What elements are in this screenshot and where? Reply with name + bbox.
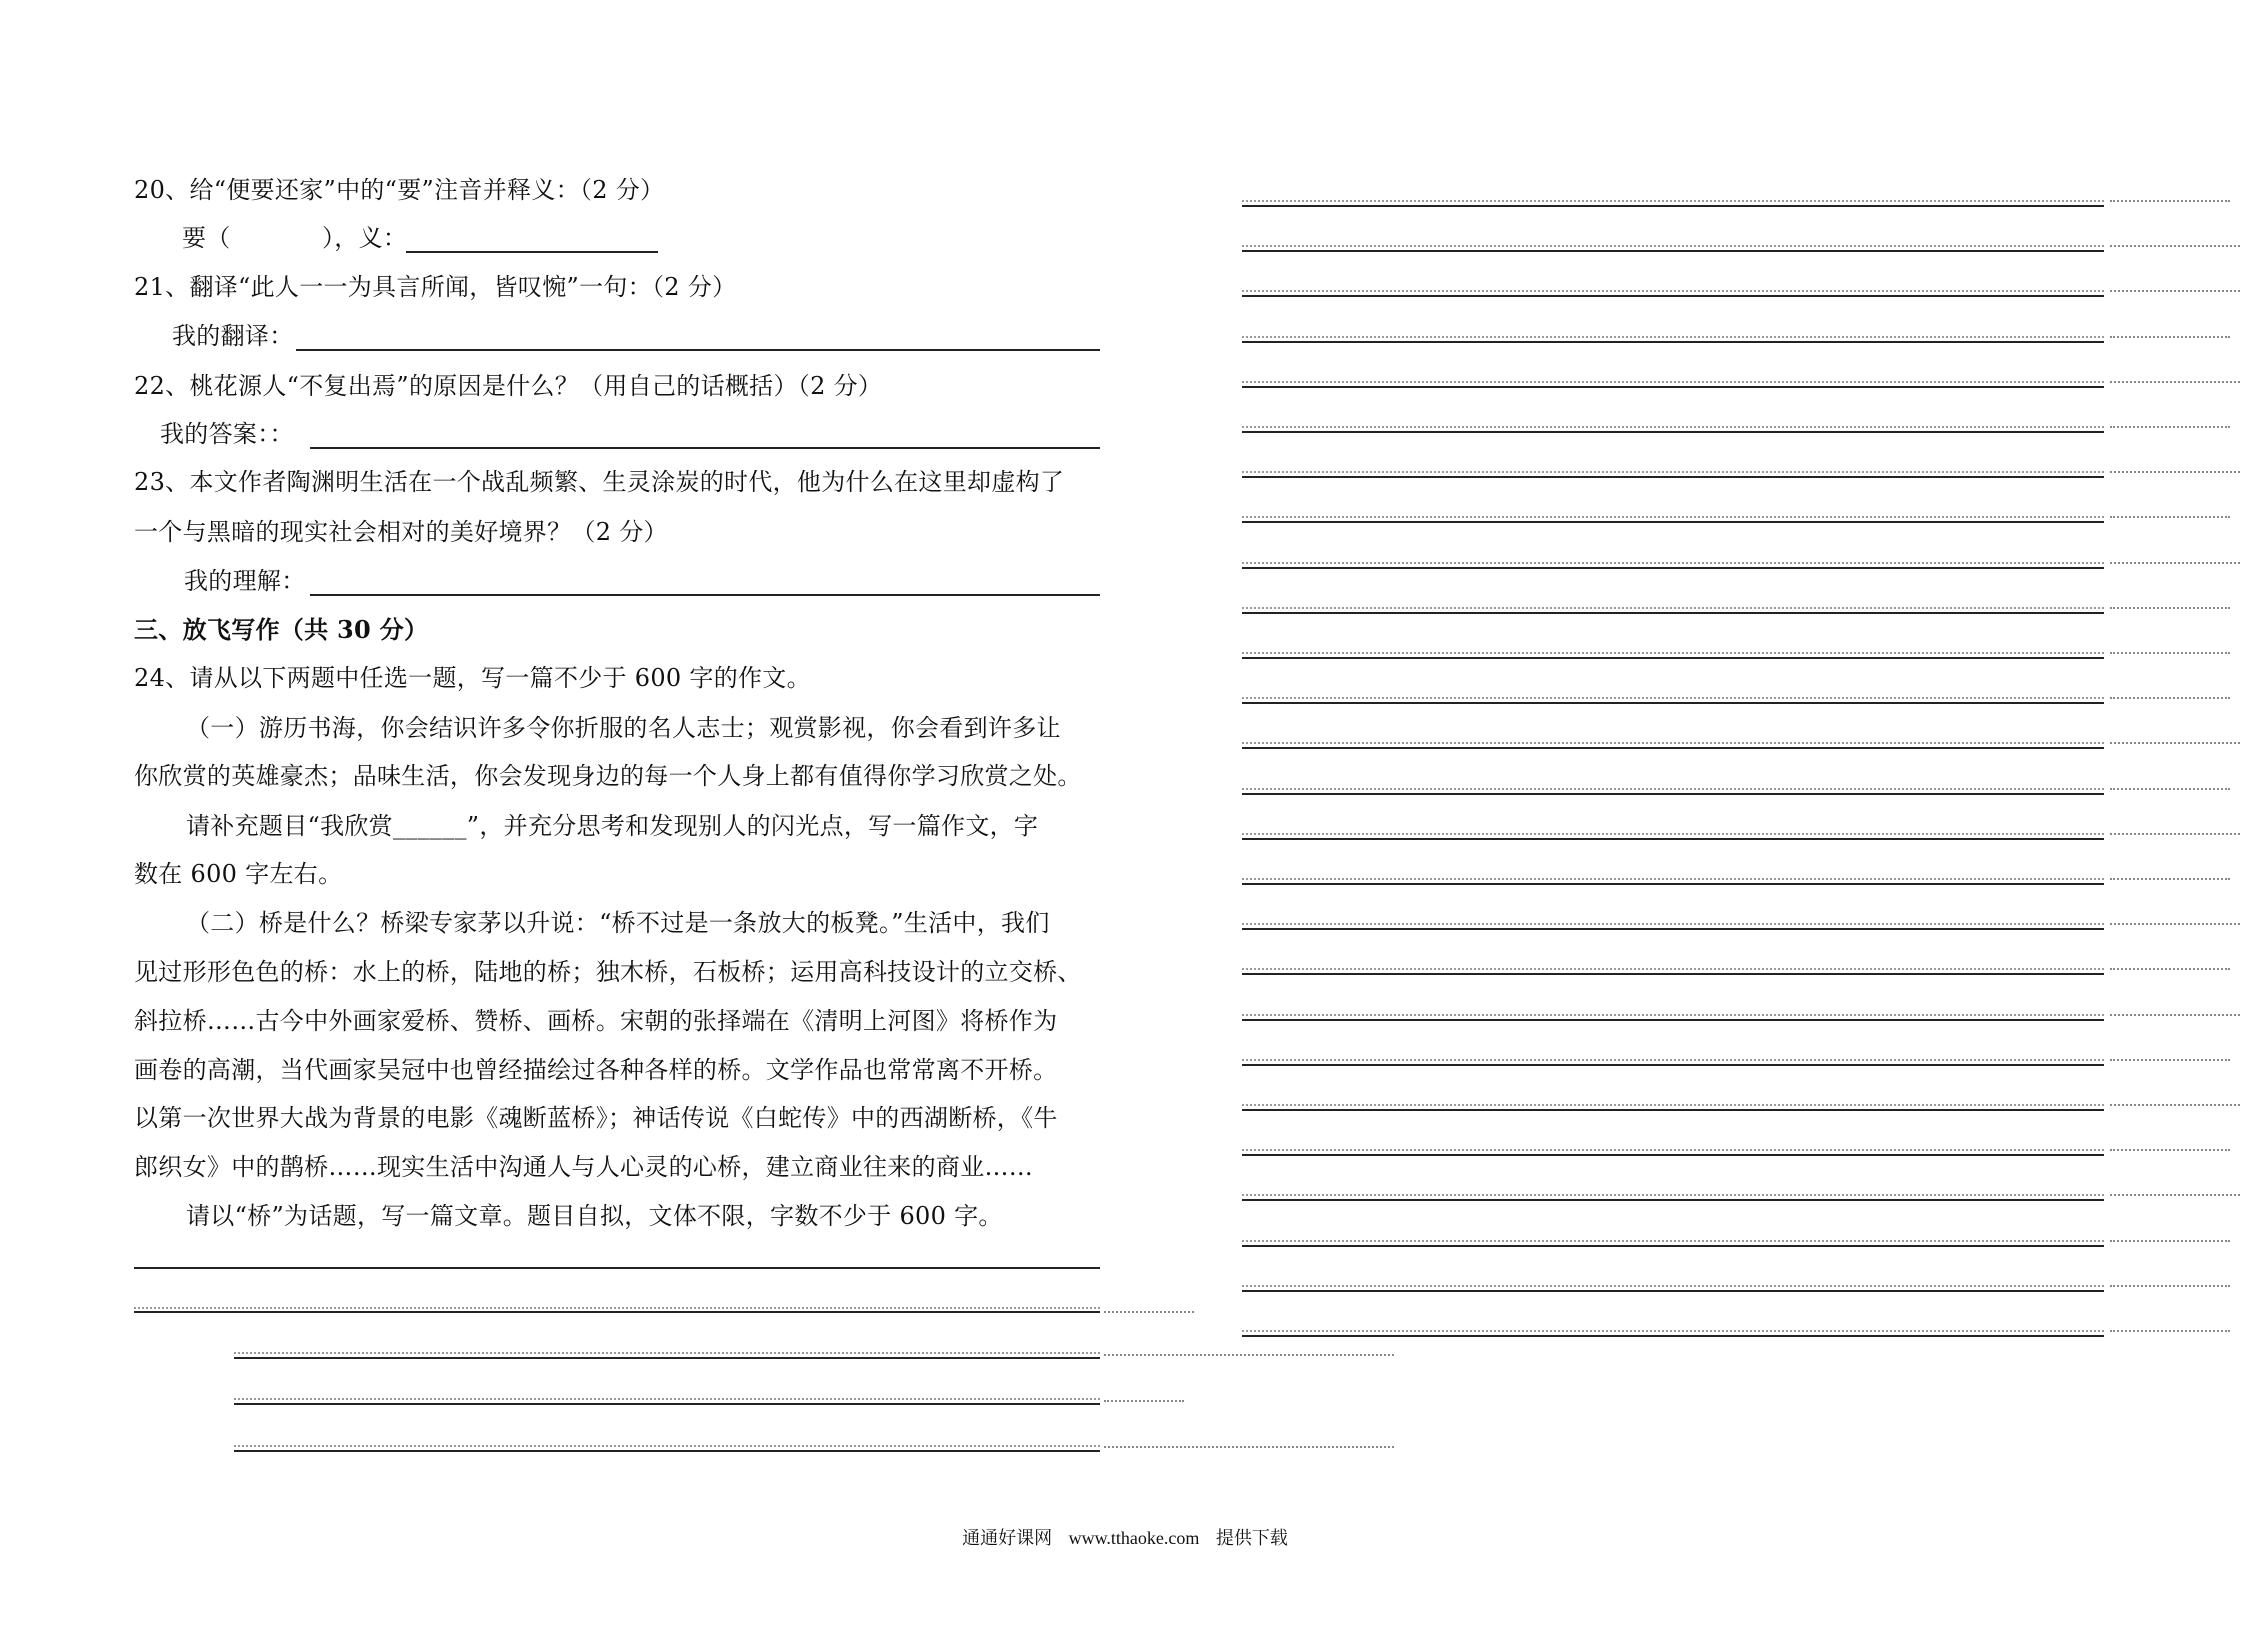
q24-option2-line7: 请以“桥”为话题，写一篇文章。题目自拟，文体不限，字数不少于 600 字。: [186, 1202, 1003, 1230]
dotted-tail: [2110, 1194, 2240, 1196]
essay-writing-line[interactable]: [1242, 1290, 2104, 1292]
dotted-tail: [2110, 697, 2230, 699]
dotted-tail: [2110, 607, 2230, 609]
dotted-guide: [134, 1307, 1100, 1309]
dotted-tail: [2110, 968, 2230, 970]
essay-writing-line[interactable]: [1242, 793, 2104, 795]
dotted-guide: [1242, 697, 2104, 699]
dotted-guide: [1242, 336, 2104, 338]
q24-option2-line5: 以第一次世界大战为背景的电影《魂断蓝桥》；神话传说《白蛇传》中的西湖断桥，《牛: [134, 1104, 1058, 1132]
footer-url: www.tthaoke.com: [1068, 1528, 1200, 1548]
q24-option2-line4: 画卷的高潮，当代画家吴冠中也曾经描绘过各种各样的桥。文学作品也常常离不开桥。: [134, 1056, 1058, 1084]
dotted-tail: [2110, 336, 2230, 338]
essay-writing-line[interactable]: [1242, 702, 2104, 704]
essay-writing-line[interactable]: [1242, 1199, 2104, 1201]
q24-title: 24、请从以下两题中任选一题，写一篇不少于 600 字的作文。: [134, 664, 811, 692]
essay-writing-line[interactable]: [1242, 973, 2104, 975]
dotted-guide: [1242, 290, 2104, 292]
essay-writing-line[interactable]: [1242, 1109, 2104, 1111]
dotted-tail: [2110, 245, 2240, 247]
q22-answer-label: 我的答案：：: [160, 420, 294, 448]
dotted-tail: [1104, 1311, 1194, 1313]
essay-writing-line[interactable]: [1242, 612, 2104, 614]
page-footer: [0, 1524, 2250, 1550]
q20-answer-line[interactable]: [406, 251, 658, 253]
dotted-guide: [1242, 381, 2104, 383]
dotted-guide: [1242, 833, 2104, 835]
q24-option2-line6: 郎织女》中的鹊桥……现实生活中沟通人与人心灵的心桥，建立商业往来的商业……: [134, 1153, 1034, 1181]
dotted-guide: [1242, 426, 2104, 428]
dotted-tail: [1104, 1354, 1394, 1356]
dotted-guide: [1242, 878, 2104, 880]
essay-writing-line[interactable]: [1242, 341, 2104, 343]
dotted-guide: [1242, 788, 2104, 790]
dotted-guide: [1242, 471, 2104, 473]
essay-writing-line[interactable]: [1242, 1154, 2104, 1156]
essay-writing-line[interactable]: [134, 1267, 1100, 1269]
dotted-guide: [1242, 607, 2104, 609]
footer-site-name: 通通好课网: [962, 1528, 1053, 1548]
dotted-tail: [2110, 923, 2240, 925]
dotted-guide: [1242, 1059, 2104, 1061]
essay-writing-line[interactable]: [1242, 1335, 2104, 1337]
dotted-guide: [1242, 1149, 2104, 1151]
q24-option1-line1: （一）游历书海，你会结识许多令你折服的名人志士；观赏影视，你会看到许多让: [186, 714, 1061, 742]
dotted-tail: [2110, 290, 2240, 292]
dotted-tail: [2110, 742, 2240, 744]
q21-answer-line[interactable]: [296, 349, 1100, 351]
dotted-tail: [2110, 788, 2230, 790]
dotted-tail: [2110, 516, 2230, 518]
q20-answer-mid: ），义：: [322, 224, 408, 252]
dotted-guide: [1242, 742, 2104, 744]
dotted-guide: [234, 1352, 1100, 1354]
q23-answer-label: 我的理解：: [184, 567, 306, 595]
q24-option2-line2: 见过形形色色的桥：水上的桥，陆地的桥；独木桥，石板桥；运用高科技设计的立交桥、: [134, 958, 1082, 986]
essay-writing-line[interactable]: [134, 1311, 1100, 1313]
dotted-guide: [1242, 1285, 2104, 1287]
dotted-guide: [1242, 968, 2104, 970]
dotted-guide: [1242, 1014, 2104, 1016]
footer-suffix: 提供下载: [1215, 1528, 1288, 1548]
dotted-tail: [2110, 652, 2230, 654]
dotted-tail: [2110, 562, 2240, 564]
dotted-guide: [1242, 652, 2104, 654]
dotted-tail: [2110, 1104, 2240, 1106]
dotted-tail: [2110, 1059, 2230, 1061]
essay-writing-line[interactable]: [1242, 928, 2104, 930]
q21-title: 21、翻译“此人一一为具言所闻，皆叹惋”一句：（2 分）: [134, 273, 737, 301]
q24-option2-line1: （二）桥是什么？桥梁专家茅以升说：“桥不过是一条放大的板凳。”生活中，我们: [186, 909, 1050, 937]
dotted-tail: [2110, 1149, 2230, 1151]
dotted-tail: [2110, 1285, 2230, 1287]
q20-answer-prefix: 要（: [182, 224, 231, 252]
dotted-tail: [2110, 426, 2230, 428]
dotted-guide: [1242, 1194, 2104, 1196]
q22-answer-line[interactable]: [310, 447, 1100, 449]
dotted-tail: [2110, 1240, 2230, 1242]
q23-title-line1: 23、本文作者陶渊明生活在一个战乱频繁、生灵涂炭的时代，他为什么在这里却虚构了: [134, 468, 1065, 496]
essay-writing-line[interactable]: [1242, 476, 2104, 478]
dotted-guide: [1242, 1104, 2104, 1106]
essay-writing-line[interactable]: [1242, 838, 2104, 840]
dotted-guide: [1242, 1330, 2104, 1332]
dotted-guide: [1242, 516, 2104, 518]
dotted-tail: [2110, 833, 2240, 835]
dotted-tail: [2110, 200, 2230, 202]
dotted-guide: [234, 1398, 1100, 1400]
dotted-guide: [1242, 1240, 2104, 1242]
section3-heading: 三、放飞写作（共 30 分）: [134, 615, 429, 644]
q21-answer-label: 我的翻译：: [172, 322, 294, 350]
dotted-tail: [2110, 1330, 2230, 1332]
essay-writing-line[interactable]: [234, 1403, 1100, 1405]
essay-writing-line[interactable]: [1242, 250, 2104, 252]
q24-option2-line3: 斜拉桥……古今中外画家爱桥、赞桥、画桥。宋朝的张择端在《清明上河图》将桥作为: [134, 1007, 1058, 1035]
dotted-guide: [1242, 923, 2104, 925]
dotted-guide: [1242, 200, 2104, 202]
essay-writing-line[interactable]: [1242, 747, 2104, 749]
q23-answer-line[interactable]: [310, 594, 1100, 596]
dotted-tail: [2110, 471, 2240, 473]
essay-writing-line[interactable]: [1242, 1064, 2104, 1066]
q24-option1-line3: 请补充题目“我欣赏______”，并充分思考和发现别人的闪光点，写一篇作文，字: [186, 812, 1039, 840]
q20-title: 20、给“便要还家”中的“要”注音并释义：（2 分）: [134, 176, 665, 204]
q23-title-line2: 一个与黑暗的现实社会相对的美好境界？（2 分）: [134, 518, 668, 546]
essay-writing-line[interactable]: [1242, 657, 2104, 659]
essay-writing-line[interactable]: [1242, 1245, 2104, 1247]
dotted-tail: [2110, 381, 2240, 383]
dotted-tail: [2110, 878, 2230, 880]
dotted-tail: [1104, 1446, 1394, 1448]
dotted-guide: [1242, 245, 2104, 247]
essay-writing-line[interactable]: [1242, 205, 2104, 207]
essay-writing-line[interactable]: [1242, 295, 2104, 297]
essay-writing-line[interactable]: [1242, 883, 2104, 885]
dotted-tail: [1104, 1400, 1184, 1402]
essay-writing-line[interactable]: [1242, 521, 2104, 523]
essay-writing-line[interactable]: [1242, 567, 2104, 569]
essay-writing-line[interactable]: [1242, 386, 2104, 388]
dotted-guide: [234, 1445, 1100, 1447]
essay-writing-line[interactable]: [1242, 431, 2104, 433]
essay-writing-line[interactable]: [1242, 1019, 2104, 1021]
dotted-guide: [1242, 562, 2104, 564]
q24-option1-line4: 数在 600 字左右。: [134, 860, 343, 888]
dotted-tail: [2110, 1014, 2240, 1016]
q24-option1-line2: 你欣赏的英雄豪杰；品味生活，你会发现身边的每一个人身上都有值得你学习欣赏之处。: [134, 762, 1082, 790]
essay-writing-line[interactable]: [234, 1357, 1100, 1359]
q22-title: 22、桃花源人“不复出焉”的原因是什么？（用自己的话概括）（2 分）: [134, 372, 883, 400]
essay-writing-line[interactable]: [234, 1450, 1100, 1452]
